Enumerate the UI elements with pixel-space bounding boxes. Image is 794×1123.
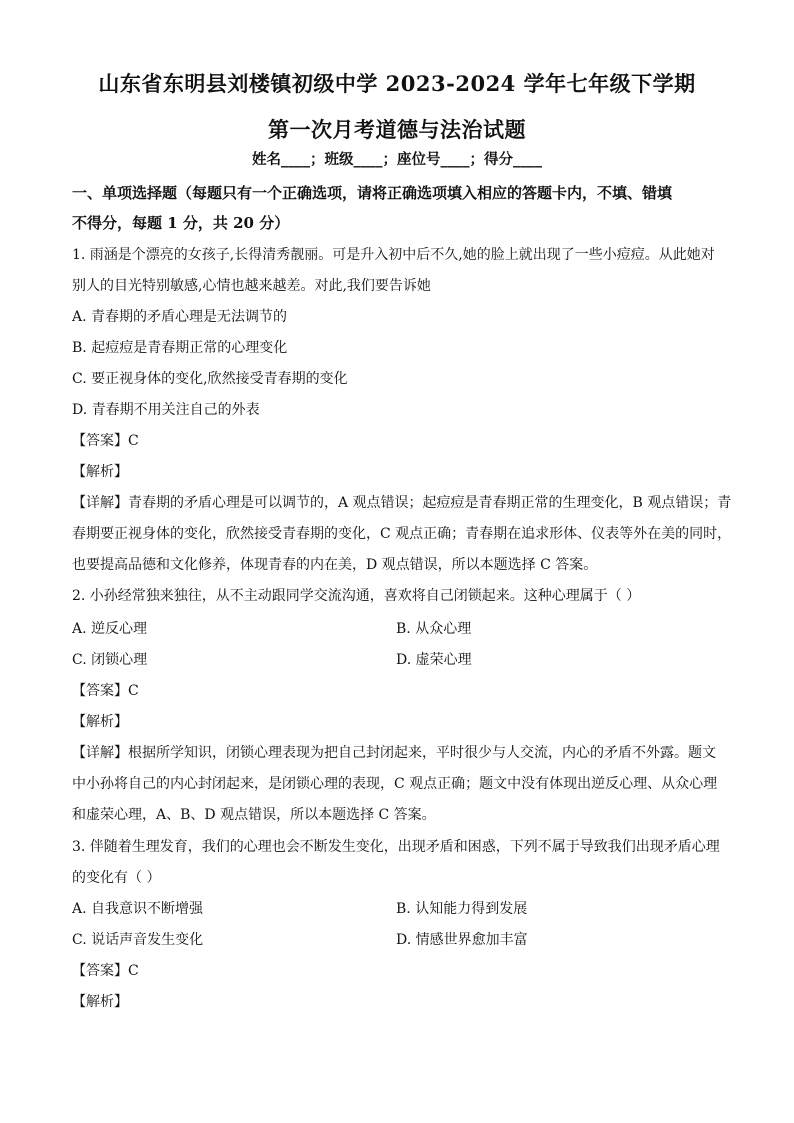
q1-detail-line2: 春期要正视身体的变化，欣然接受青春期的变化，C 观点正确；青春期在追求形体、仪表等外在美的同时， <box>72 526 732 542</box>
q1-stem-line1: 1. 雨涵是个漂亮的女孩子,长得清秀靓丽。可是升入初中后不久,她的脸上就出现了一些小痘痘。从此她对 <box>72 247 715 263</box>
q2-option-c: C. 闭锁心理 <box>72 652 148 668</box>
q3-analysis-label: 【解析】 <box>72 994 128 1010</box>
q1-detail-line3: 也要提高品德和文化修养，体现青春的内在美，D 观点错误，所以本题选择 C 答案。 <box>72 557 598 573</box>
q3-option-a: A. 自我意识不断增强 <box>72 901 204 917</box>
q1-stem-line2: 别人的目光特别敏感,心情也越来越差。对此,我们要告诉她 <box>72 278 431 294</box>
q2-option-a: A. 逆反心理 <box>72 621 148 637</box>
q3-answer: 【答案】C <box>72 963 139 979</box>
q2-option-b: B. 从众心理 <box>396 621 472 637</box>
q2-detail-line2: 中小孙将自己的内心封闭起来，是闭锁心理的表现，C 观点正确；题文中没有体现出逆反心理、从众心理 <box>72 776 718 792</box>
document-title-line1: 山东省东明县刘楼镇初级中学 2023-2024 学年七年级下学期 <box>98 71 696 96</box>
q2-analysis-label: 【解析】 <box>72 714 128 730</box>
q2-option-d: D. 虚荣心理 <box>396 652 472 668</box>
q3-stem-line1: 3. 伴随着生理发育，我们的心理也会不断发生变化，出现矛盾和困惑，下列不属于导致我们出现矛盾心理 <box>72 839 720 855</box>
q1-option-d: D. 青春期不用关注自己的外表 <box>72 402 260 418</box>
student-info-line: 姓名____；班级____；座位号____；得分____ <box>252 151 542 168</box>
q1-detail-line1: 【详解】青春期的矛盾心理是可以调节的，A 观点错误；起痘痘是青春期正常的生理变化，B 观点错误；青 <box>72 495 732 511</box>
q3-option-b: B. 认知能力得到发展 <box>396 901 528 917</box>
section-heading-line1: 一、单项选择题（每题只有一个正确选项，请将正确选项填入相应的答题卡内，不填、错填 <box>72 184 673 202</box>
q2-stem-line1: 2. 小孙经常独来独往，从不主动跟同学交流沟通，喜欢将自己闭锁起来。这种心理属于（ ） <box>72 588 641 604</box>
q3-option-c: C. 说话声音发生变化 <box>72 932 204 948</box>
q1-option-b: B. 起痘痘是青春期正常的心理变化 <box>72 340 288 356</box>
q2-answer: 【答案】C <box>72 683 139 699</box>
q3-option-d: D. 情感世界愈加丰富 <box>396 932 528 948</box>
q3-stem-line2: 的变化有（ ） <box>72 870 161 886</box>
q2-detail-line1: 【详解】根据所学知识，闭锁心理表现为把自己封闭起来，平时很少与人交流，内心的矛盾不外露。题文 <box>72 745 716 761</box>
q1-answer: 【答案】C <box>72 433 139 449</box>
q2-detail-line3: 和虚荣心理，A、B、D 观点错误，所以本题选择 C 答案。 <box>72 807 436 823</box>
q1-analysis-label: 【解析】 <box>72 464 128 480</box>
q1-option-c: C. 要正视身体的变化,欣然接受青春期的变化 <box>72 371 348 387</box>
q1-option-a: A. 青春期的矛盾心理是无法调节的 <box>72 309 288 325</box>
section-heading-line2: 不得分，每题 1 分，共 20 分） <box>72 214 290 232</box>
document-title-line2: 第一次月考道德与法治试题 <box>268 117 526 142</box>
